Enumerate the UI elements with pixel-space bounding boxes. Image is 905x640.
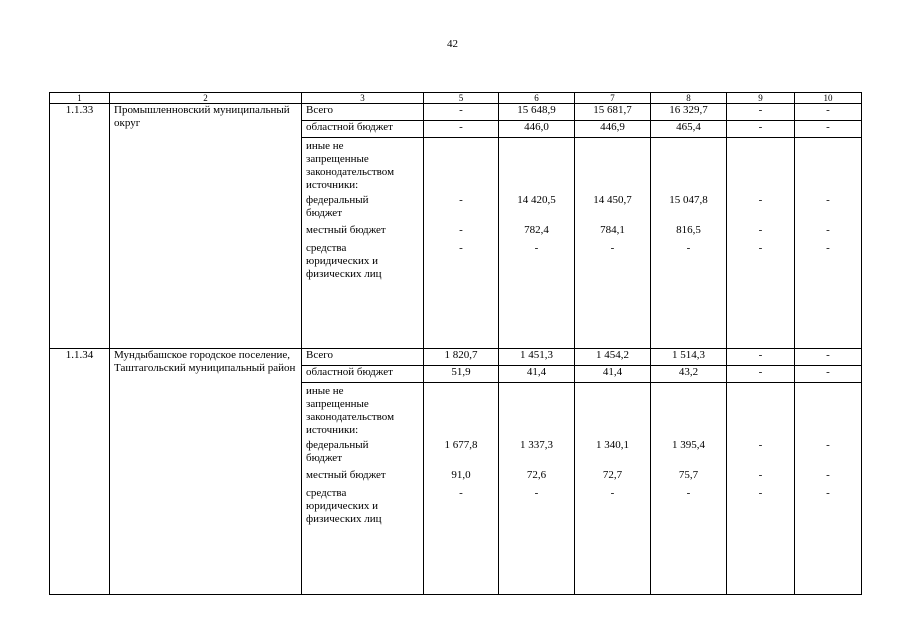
- legal-value: -: [758, 242, 763, 254]
- legal-value: -: [610, 242, 615, 254]
- regional-label: областной бюджет: [302, 366, 424, 383]
- column-header: 6: [499, 93, 575, 104]
- legal-value: -: [826, 242, 830, 254]
- federal-value: 15 047,8: [669, 194, 708, 206]
- local-label: местный бюджет: [306, 224, 386, 236]
- local-value: 75,7: [678, 469, 699, 481]
- budget-table: [49, 92, 862, 595]
- column-header: 7: [575, 93, 651, 104]
- total-value: -: [795, 104, 862, 121]
- federal-value: 1 340,1: [596, 439, 629, 451]
- federal-value: 1 395,4: [672, 439, 705, 451]
- legal-value: -: [459, 242, 463, 254]
- column-header: 1: [50, 93, 110, 104]
- other-sources-values: [727, 138, 795, 349]
- legal-value: -: [686, 487, 691, 499]
- federal-value: 1 337,3: [520, 439, 553, 451]
- section-name: Промышленновский муниципальный округ: [110, 104, 302, 349]
- regional-value: -: [424, 121, 499, 138]
- federal-value: -: [826, 194, 830, 206]
- legal-value: -: [758, 487, 763, 499]
- other-sources-values: [727, 383, 795, 595]
- legal-value: -: [826, 487, 830, 499]
- column-header: 9: [727, 93, 795, 104]
- local-value: 72,6: [526, 469, 547, 481]
- federal-value: -: [758, 194, 763, 206]
- total-value: 15 648,9: [499, 104, 575, 121]
- legal-value: -: [534, 487, 539, 499]
- local-value: -: [826, 469, 830, 481]
- legal-value: -: [686, 242, 691, 254]
- other-sources-values: [795, 383, 862, 595]
- column-header: 3: [302, 93, 424, 104]
- other-sources-values: [575, 138, 651, 349]
- regional-value: 51,9: [424, 366, 499, 383]
- total-value: 1 454,2: [575, 349, 651, 366]
- regional-value: 465,4: [651, 121, 727, 138]
- total-value: 1 820,7: [424, 349, 499, 366]
- column-header-row: [50, 93, 862, 104]
- regional-value: 41,4: [575, 366, 651, 383]
- federal-value: 14 420,5: [517, 194, 556, 206]
- local-value: 72,7: [602, 469, 623, 481]
- federal-value: -: [826, 439, 830, 451]
- section-name: Мундыбашское городское поселение, Таштагольский муниципальный район: [110, 349, 302, 595]
- federal-value: 1 677,8: [444, 439, 478, 451]
- section-total-row: [50, 349, 862, 366]
- section-total-row: [50, 104, 862, 121]
- total-value: 1 514,3: [651, 349, 727, 366]
- local-value: -: [459, 224, 463, 236]
- page-number: 42: [447, 38, 458, 50]
- total-value: 15 681,7: [575, 104, 651, 121]
- regional-label: областной бюджет: [302, 121, 424, 138]
- section-code: 1.1.34: [50, 349, 110, 595]
- regional-value: 446,0: [499, 121, 575, 138]
- legal-value: -: [459, 487, 463, 499]
- total-value: -: [727, 349, 795, 366]
- local-value: 782,4: [524, 224, 549, 236]
- total-value: -: [795, 349, 862, 366]
- regional-value: 43,2: [651, 366, 727, 383]
- regional-value: -: [727, 121, 795, 138]
- local-value: -: [826, 224, 830, 236]
- regional-value: -: [795, 121, 862, 138]
- other-sources-values: [499, 383, 575, 595]
- local-value: 784,1: [600, 224, 625, 236]
- total-value: 1 451,3: [499, 349, 575, 366]
- total-value: -: [727, 104, 795, 121]
- legal-value: -: [534, 242, 539, 254]
- legal-label: средства юридических и физических лиц: [306, 487, 382, 525]
- other-sources-cell: [302, 383, 424, 595]
- federal-value: -: [758, 439, 763, 451]
- other-sources-values: [424, 138, 499, 349]
- other-sources-title: иные не запрещенные законодательством источники:: [306, 140, 395, 191]
- other-sources-values: [651, 383, 727, 595]
- local-value: 816,5: [676, 224, 701, 236]
- column-header: 10: [795, 93, 862, 104]
- total-label: Всего: [302, 349, 424, 366]
- column-header: 8: [651, 93, 727, 104]
- legal-label: средства юридических и физических лиц: [306, 242, 382, 280]
- federal-value: -: [459, 194, 463, 206]
- regional-value: -: [727, 366, 795, 383]
- other-sources-values: [575, 383, 651, 595]
- other-sources-values: [651, 138, 727, 349]
- other-sources-values: [795, 138, 862, 349]
- federal-label: федеральный бюджет: [306, 194, 369, 219]
- local-value: -: [758, 224, 763, 236]
- total-value: 16 329,7: [651, 104, 727, 121]
- federal-value: 14 450,7: [593, 194, 632, 206]
- section-code: 1.1.33: [50, 104, 110, 349]
- total-value: -: [424, 104, 499, 121]
- local-value: -: [758, 469, 763, 481]
- regional-value: 41,4: [499, 366, 575, 383]
- other-sources-cell: [302, 138, 424, 349]
- column-header: 2: [110, 93, 302, 104]
- other-sources-values: [499, 138, 575, 349]
- regional-value: -: [795, 366, 862, 383]
- local-value: 91,0: [451, 469, 471, 481]
- column-header: 5: [424, 93, 499, 104]
- legal-value: -: [610, 487, 615, 499]
- local-label: местный бюджет: [306, 469, 386, 481]
- regional-value: 446,9: [575, 121, 651, 138]
- total-label: Всего: [302, 104, 424, 121]
- federal-label: федеральный бюджет: [306, 439, 369, 464]
- other-sources-values: [424, 383, 499, 595]
- other-sources-title: иные не запрещенные законодательством источники:: [306, 385, 395, 436]
